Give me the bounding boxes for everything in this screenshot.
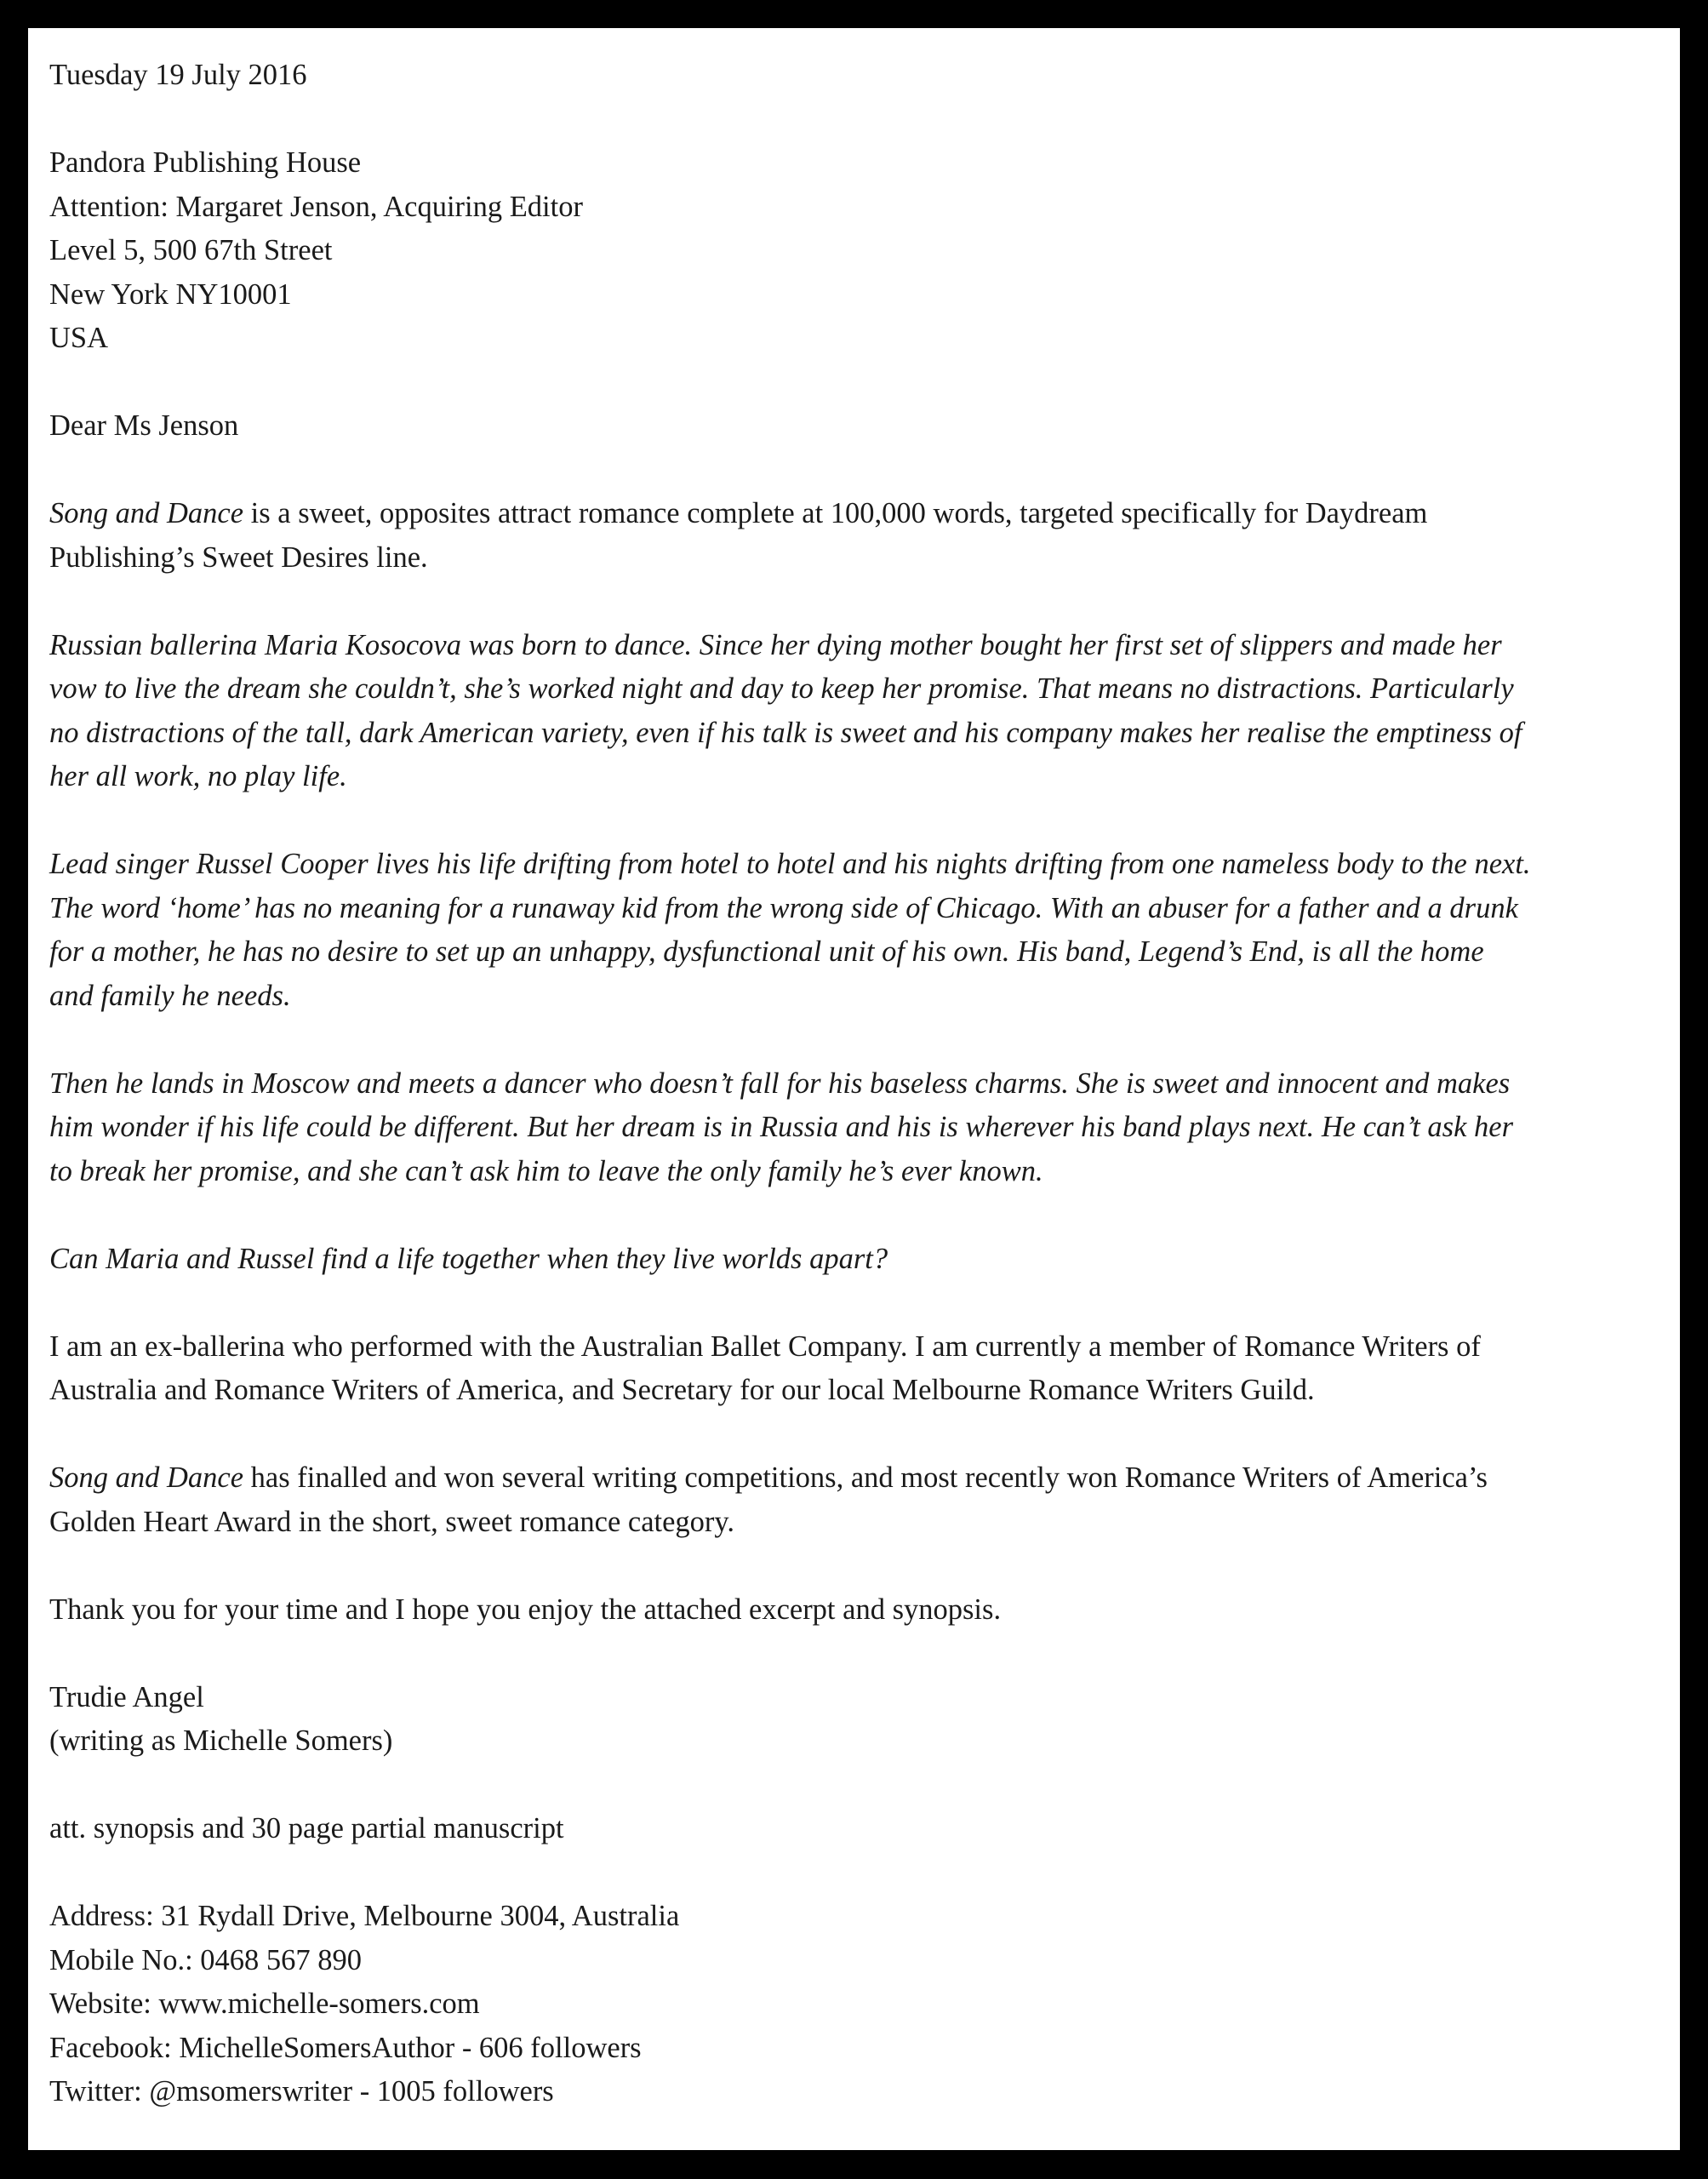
- recipient-city: New York NY10001: [49, 277, 292, 311]
- recipient-street: Level 5, 500 67th Street: [49, 234, 333, 266]
- recipient-company: Pandora Publishing House: [49, 146, 362, 179]
- thanks-paragraph: Thank you for your time and I hope you enjoy the attached excerpt and synopsis.: [49, 1593, 1002, 1626]
- contact-facebook: Facebook: MichelleSomersAuthor - 606 followers: [49, 2031, 642, 2064]
- author-name: Trudie Angel: [49, 1680, 204, 1713]
- query-letter: [49, 54, 1683, 2114]
- blurb-paragraph-2: Lead singer Russel Cooper lives his life drifting from hotel to hotel and his nights drifting from one nameless body to the next. The word ‘home’ has no meaning for a runaway kid from the wrong side of Chicago. With an abuser for a father and a drunk for a mother, he has no desire to set up an unhappy, dysfunctional unit of his own. His band, Legend’s End, is all the home and family he needs.: [49, 848, 1531, 1012]
- letter-date: Tuesday 19 July 2016: [49, 59, 307, 91]
- blurb-hook: Can Maria and Russel find a life together when they live worlds apart?: [49, 1242, 888, 1275]
- recipient-country: USA: [49, 322, 109, 354]
- bio-paragraph: I am an ex-ballerina who performed with the Australian Ballet Company. I am currently a member of Romance Writers of Australia and Romance Writers of America, and Secretary for our local Melbourne Romance Writers Guild.: [49, 1330, 1481, 1406]
- book-title: Song and Dance: [49, 497, 244, 529]
- blurb-paragraph-3: Then he lands in Moscow and meets a dancer who doesn’t fall for his baseless charms. She is sweet and innocent and makes him wonder if his life could be different. But her dream is in Russia and his is wherever his band plays next. He can’t ask her to break her promise, and she can’t ask him to leave the only family he’s ever known.: [49, 1067, 1513, 1187]
- contact-address: Address: 31 Rydall Drive, Melbourne 3004, Australia: [49, 1900, 680, 1932]
- pen-name: (writing as Michelle Somers): [49, 1724, 393, 1757]
- book-title: Song and Dance: [49, 1461, 244, 1494]
- letter-page: [28, 28, 1680, 2150]
- attachments-note: att. synopsis and 30 page partial manuscript: [49, 1812, 564, 1844]
- contact-mobile: Mobile No.: 0468 567 890: [49, 1943, 363, 1976]
- salutation: Dear Ms Jenson: [49, 409, 239, 442]
- recipient-address: [49, 141, 1683, 361]
- blurb-paragraph-1: Russian ballerina Maria Kosocova was born to dance. Since her dying mother bought her first set of slippers and made her vow to live the dream she couldn’t, she’s worked night and day to keep her promise. That means no distractions. Particularly no distractions of the tall, dark American variety, even if his talk is sweet and his company makes her realise the emptiness of her all work, no play life.: [49, 628, 1522, 792]
- intro-paragraph: Song and Dance is a sweet, opposites attract romance complete at 100,000 words, targeted specifically for Daydream Publishing’s Sweet Desires line.: [49, 497, 1428, 574]
- contact-details: [49, 1895, 1683, 2114]
- recipient-attention: Attention: Margaret Jenson, Acquiring Editor: [49, 190, 583, 223]
- awards-paragraph: Song and Dance has finalled and won several writing competitions, and most recently won Romance Writers of America’s Golden Heart Award in the short, sweet romance category.: [49, 1461, 1488, 1538]
- signature: [49, 1676, 1683, 1764]
- contact-website: Website: www.michelle-somers.com: [49, 1987, 480, 2020]
- contact-twitter: Twitter: @msomerswriter - 1005 followers: [49, 2075, 554, 2108]
